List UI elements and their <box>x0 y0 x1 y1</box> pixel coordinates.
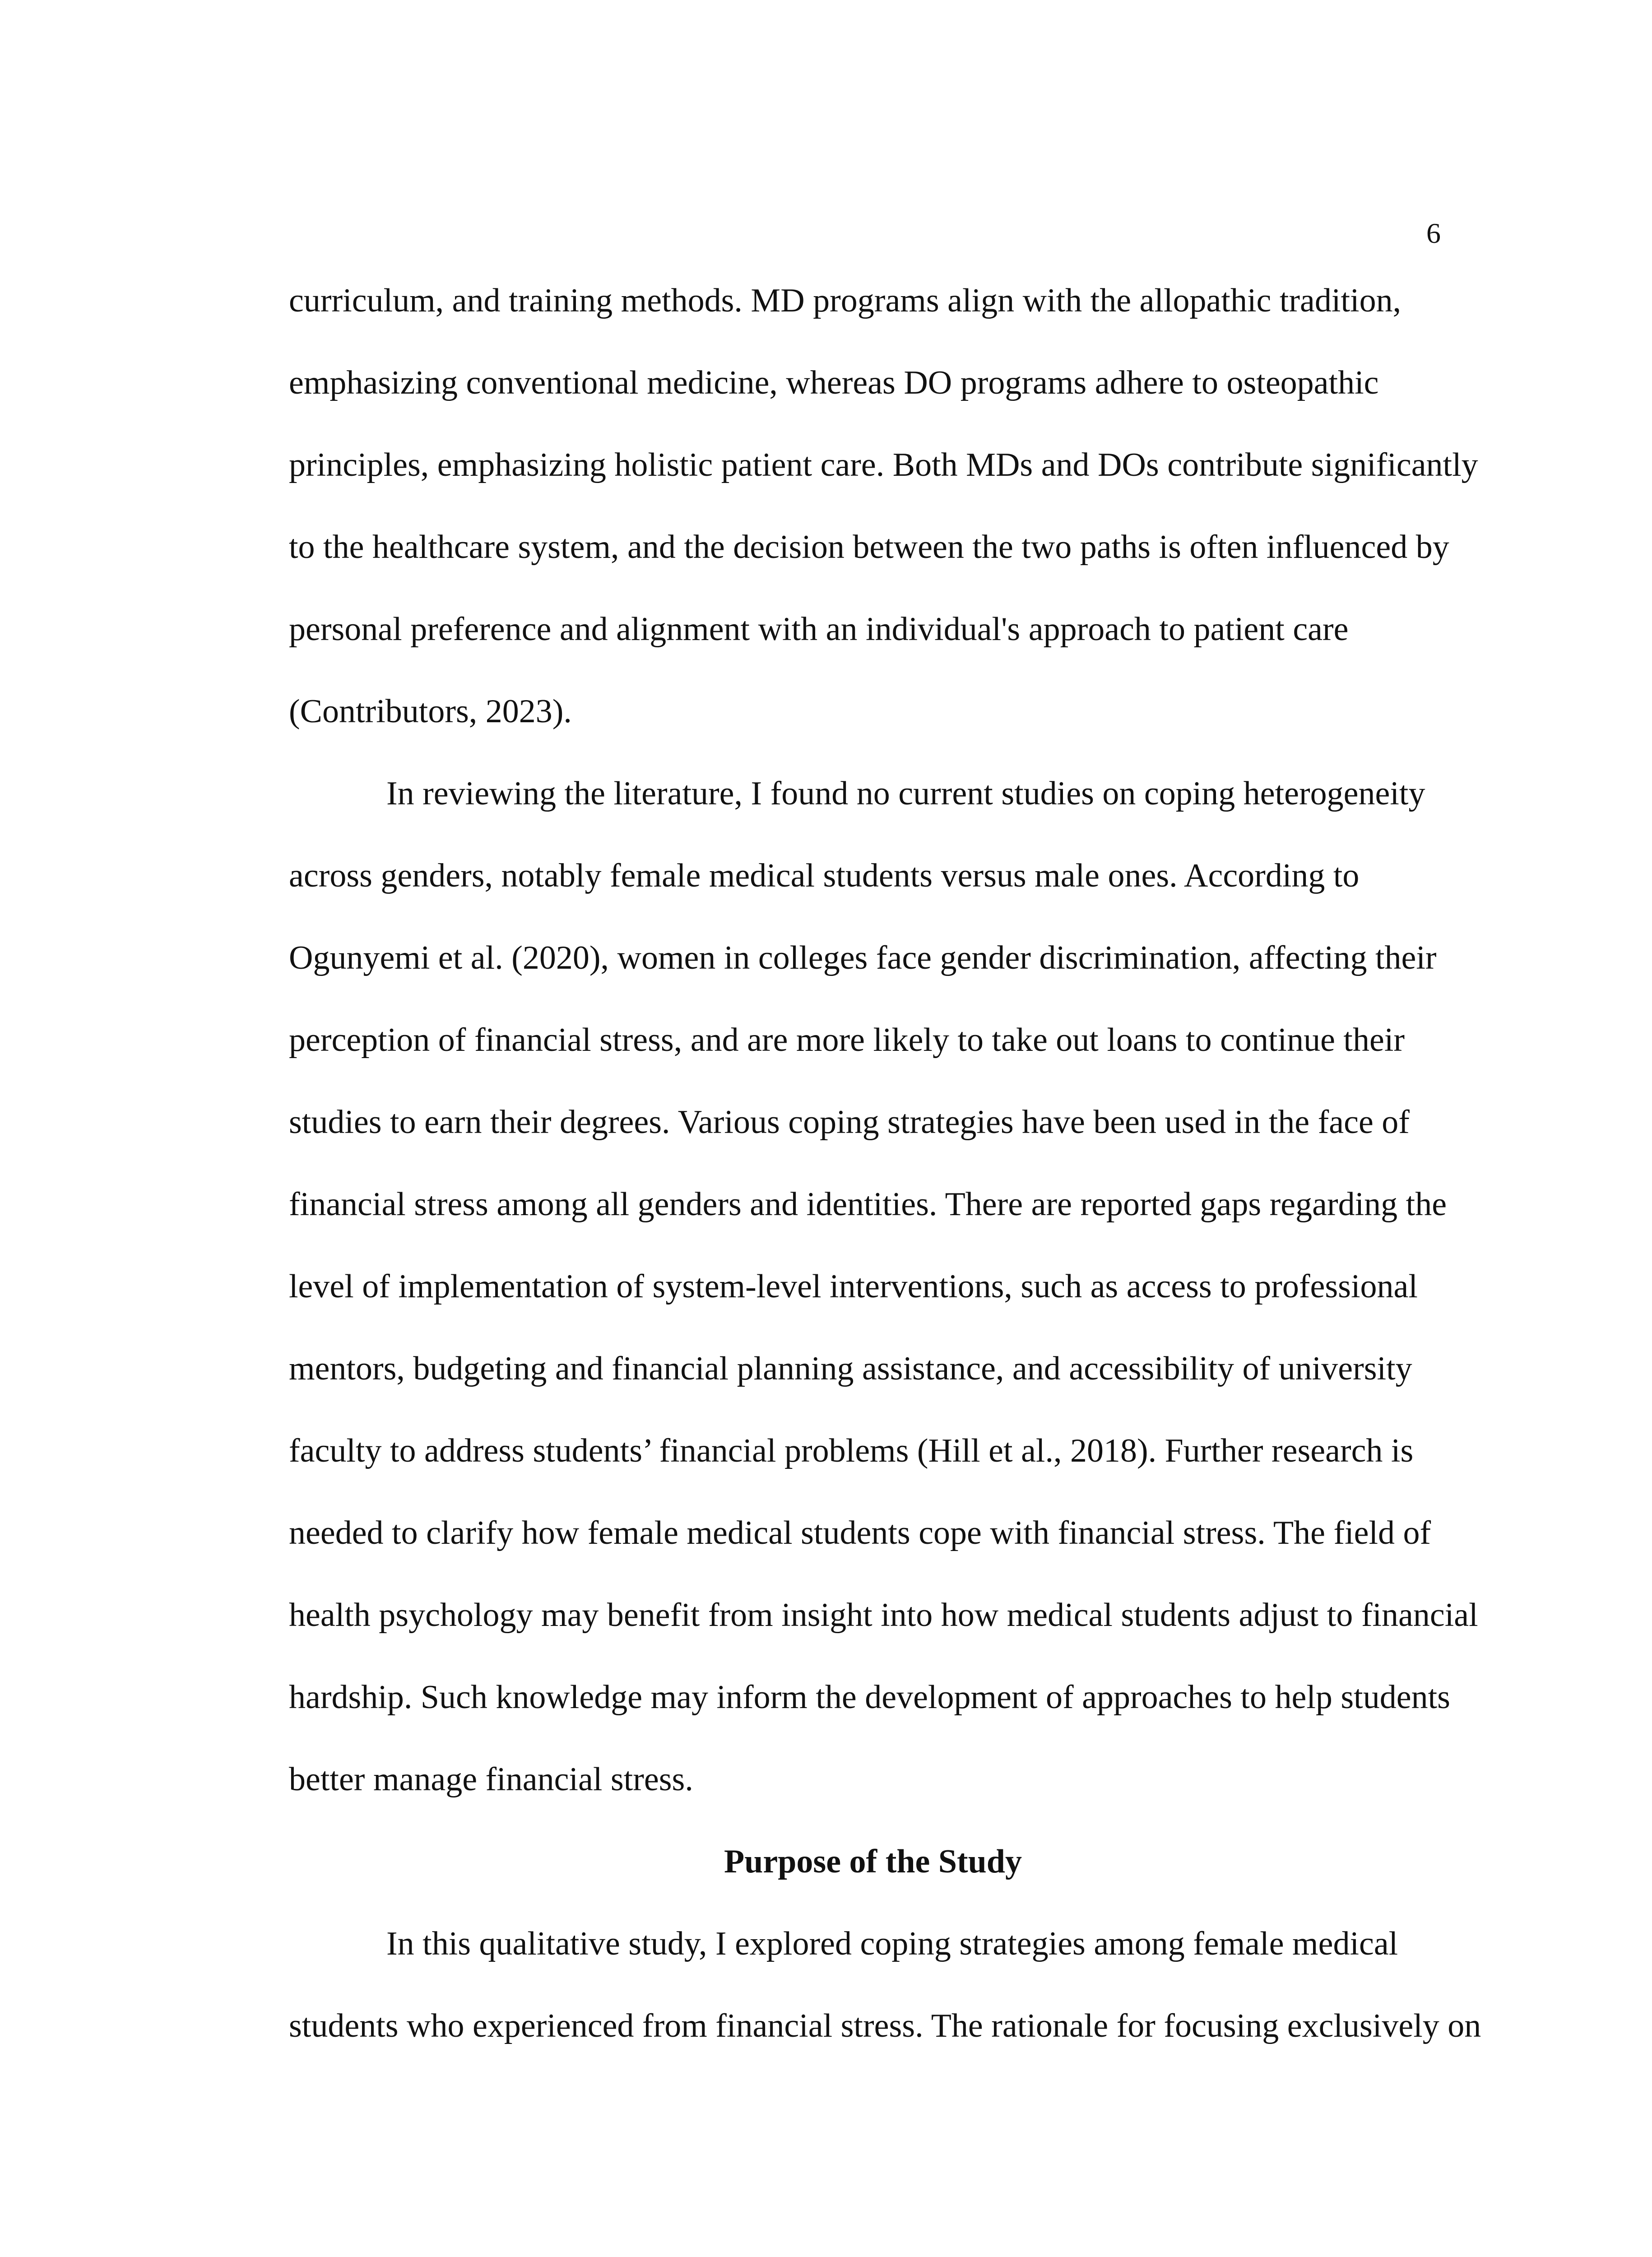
page-number: 6 <box>1426 217 1441 249</box>
text-line: students who experienced from financial stress. The rationale for focusing exclusively on <box>289 2007 1481 2044</box>
text-line: In this qualitative study, I explored coping strategies among female medical <box>386 1925 1398 1962</box>
text-line: Ogunyemi et al. (2020), women in colleges face gender discrimination, affecting their <box>289 939 1437 976</box>
text-line: (Contributors, 2023). <box>289 693 572 730</box>
text-line: level of implementation of system-level interventions, such as access to professional <box>289 1268 1418 1305</box>
text-line: needed to clarify how female medical students cope with financial stress. The field of <box>289 1514 1431 1551</box>
section-heading: Purpose of the Study <box>724 1843 1022 1880</box>
text-line: mentors, budgeting and financial planning assistance, and accessibility of university <box>289 1350 1412 1387</box>
text-line: In reviewing the literature, I found no current studies on coping heterogeneity <box>386 775 1425 812</box>
text-line: studies to earn their degrees. Various coping strategies have been used in the face of <box>289 1104 1410 1141</box>
text-line: better manage financial stress. <box>289 1761 693 1798</box>
text-line: hardship. Such knowledge may inform the development of approaches to help students <box>289 1679 1450 1716</box>
text-line: perception of financial stress, and are more likely to take out loans to continue their <box>289 1022 1405 1059</box>
text-line: across genders, notably female medical students versus male ones. According to <box>289 857 1360 894</box>
text-line: faculty to address students’ financial problems (Hill et al., 2018). Further research is <box>289 1432 1414 1469</box>
text-line: health psychology may benefit from insight into how medical students adjust to financial <box>289 1597 1478 1634</box>
text-line: emphasizing conventional medicine, whereas DO programs adhere to osteopathic <box>289 364 1379 401</box>
text-line: curriculum, and training methods. MD programs align with the allopathic tradition, <box>289 282 1401 319</box>
text-line: personal preference and alignment with an individual's approach to patient care <box>289 611 1349 648</box>
text-line: principles, emphasizing holistic patient care. Both MDs and DOs contribute significantly <box>289 446 1478 483</box>
text-line: financial stress among all genders and identities. There are reported gaps regarding the <box>289 1186 1447 1223</box>
text-line: to the healthcare system, and the decision between the two paths is often influenced by <box>289 529 1449 566</box>
